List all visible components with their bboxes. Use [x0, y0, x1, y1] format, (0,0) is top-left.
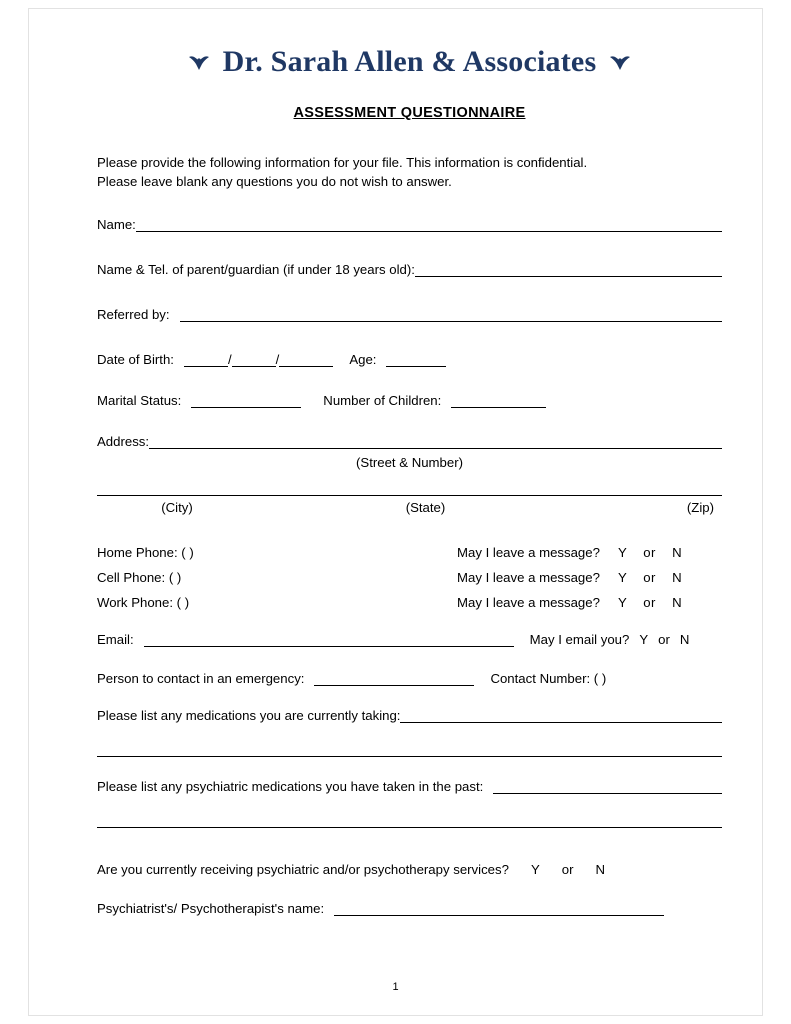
field-dob-row: [97, 352, 722, 367]
field-name-row: [97, 217, 722, 232]
age-label: Age:: [349, 352, 377, 367]
paper-sheet: [28, 8, 763, 1016]
cell-phone-row: [97, 570, 722, 585]
field-email-row: [97, 632, 722, 647]
email-permission-yes[interactable]: Y: [639, 632, 649, 647]
street-number-note: (Street & Number): [356, 455, 463, 470]
current-services-no[interactable]: N: [595, 862, 605, 877]
name-label: Name:: [97, 217, 136, 232]
address-street-input[interactable]: [149, 434, 722, 449]
children-input[interactable]: [451, 393, 546, 408]
dob-label: Date of Birth:: [97, 352, 174, 367]
state-label: (State): [405, 500, 446, 515]
current-services-or: or: [561, 862, 574, 877]
cell-phone-input[interactable]: Cell Phone: ( ): [97, 570, 182, 585]
emergency-contact-input[interactable]: [314, 671, 474, 686]
email-input[interactable]: [144, 632, 514, 647]
field-current-medications-row: [97, 708, 722, 723]
address-label: Address:: [97, 434, 150, 449]
zip-label: (Zip): [686, 500, 714, 515]
home-phone-no[interactable]: N: [672, 545, 683, 560]
field-marital-row: [97, 393, 722, 408]
bird-logo-left-icon: [188, 52, 210, 72]
work-phone-input[interactable]: Work Phone: ( ): [97, 595, 190, 610]
work-phone-or: or: [643, 595, 656, 610]
work-phone-message-question: May I leave a message?: [457, 595, 600, 610]
current-services-yes[interactable]: Y: [530, 862, 540, 877]
city-label: (City): [161, 500, 193, 515]
field-address-row: [97, 434, 722, 449]
email-permission-question: May I email you?: [529, 632, 630, 647]
referred-by-label: Referred by:: [97, 307, 170, 322]
past-medications-input[interactable]: [493, 779, 722, 794]
dob-separator-1: /: [227, 352, 232, 367]
current-medications-label: Please list any medications you are currently taking:: [97, 708, 401, 723]
current-services-question: Are you currently receiving psychiatric and/or psychotherapy services?: [97, 862, 509, 877]
email-permission-no[interactable]: N: [679, 632, 690, 647]
cell-phone-message-question: May I leave a message?: [457, 570, 600, 585]
email-label: Email:: [97, 632, 134, 647]
current-medications-input-line-2[interactable]: [97, 755, 722, 757]
work-phone-no[interactable]: N: [672, 595, 683, 610]
guardian-input[interactable]: [415, 262, 722, 277]
dob-separator-2: /: [275, 352, 280, 367]
name-input[interactable]: [136, 217, 722, 232]
field-current-services-row: [97, 862, 722, 877]
guardian-label: Name & Tel. of parent/guardian (if under 18 years old):: [97, 262, 415, 277]
field-past-medications-row: [97, 779, 722, 794]
home-phone-row: [97, 545, 722, 560]
work-phone-row: [97, 595, 722, 610]
form-content: [97, 45, 722, 916]
dob-year-input[interactable]: [279, 352, 333, 367]
provider-name-input[interactable]: [374, 901, 664, 916]
age-input[interactable]: [386, 352, 446, 367]
home-phone-input[interactable]: Home Phone: ( ): [97, 545, 194, 560]
phone-section: [97, 545, 722, 610]
provider-name-label: Psychiatrist's/ Psychotherapist's name:: [97, 901, 325, 916]
letterhead: [97, 45, 722, 79]
cell-phone-no[interactable]: N: [672, 570, 683, 585]
emergency-contact-label: Person to contact in an emergency:: [97, 671, 305, 686]
home-phone-or: or: [643, 545, 656, 560]
practice-name: Dr. Sarah Allen & Associates: [222, 45, 597, 78]
field-provider-name-row: [97, 901, 722, 916]
home-phone-message-question: May I leave a message?: [457, 545, 600, 560]
dob-month-input[interactable]: [184, 352, 228, 367]
page-number: 1: [392, 981, 399, 993]
work-phone-message-answer[interactable]: [618, 595, 682, 610]
bird-logo-right-icon: [609, 52, 631, 72]
field-emergency-row: [97, 671, 722, 686]
address-city-state-zip-input[interactable]: [97, 494, 722, 496]
email-permission-or: or: [658, 632, 670, 647]
referred-by-input[interactable]: [180, 307, 722, 322]
emergency-contact-number-input[interactable]: Contact Number: ( ): [490, 671, 607, 686]
children-label: Number of Children:: [323, 393, 442, 408]
dob-day-input[interactable]: [232, 352, 276, 367]
intro-paragraph: [97, 153, 722, 191]
current-medications-input[interactable]: [400, 708, 722, 723]
field-guardian-row: [97, 262, 722, 277]
work-phone-yes[interactable]: Y: [617, 595, 628, 610]
provider-name-input-prefix[interactable]: [334, 901, 374, 916]
past-medications-input-line-2[interactable]: [97, 826, 722, 828]
home-phone-yes[interactable]: Y: [617, 545, 628, 560]
home-phone-message-answer[interactable]: [618, 545, 682, 560]
intro-line-1: Please provide the following information for your file. This information is confidential.: [97, 155, 588, 170]
marital-status-label: Marital Status:: [97, 393, 182, 408]
address-column-labels: [97, 500, 722, 515]
intro-line-2: Please leave blank any questions you do not wish to answer.: [97, 174, 452, 189]
field-referred-row: [97, 307, 722, 322]
cell-phone-or: or: [643, 570, 656, 585]
cell-phone-yes[interactable]: Y: [617, 570, 628, 585]
past-medications-label: Please list any psychiatric medications you have taken in the past:: [97, 779, 484, 794]
marital-status-input[interactable]: [191, 393, 301, 408]
page-title: ASSESSMENT QUESTIONNAIRE: [293, 105, 526, 121]
cell-phone-message-answer[interactable]: [618, 570, 682, 585]
